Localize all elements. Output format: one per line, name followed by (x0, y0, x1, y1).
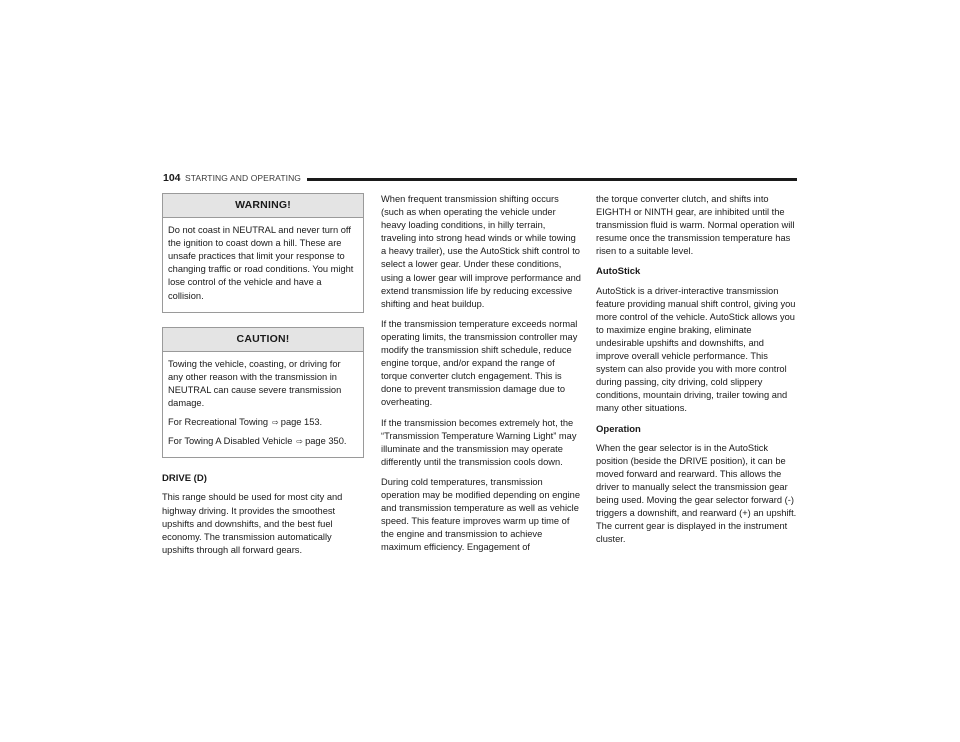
header-divider (307, 178, 797, 181)
drive-heading: DRIVE (D) (162, 473, 207, 485)
caution-box (162, 327, 364, 459)
page-ref-arrow-icon: ⇨ (296, 437, 304, 447)
drive-body: This range should be used for most city and highway driving. It provides the smoothest upshifts and downshifts, and the best fuel economy. The transmission automatically upshifts through all forward gears. (162, 492, 343, 555)
column-left (162, 193, 364, 564)
page-number: 104 (163, 172, 181, 184)
disabled-vehicle-towing-ref (168, 435, 358, 448)
page-ref-arrow-icon: ⇨ (272, 418, 279, 428)
disabled-vehicle-towing-page-link[interactable]: page 350. (305, 436, 347, 447)
page-header (163, 172, 797, 186)
autostick-body: AutoStick is a driver-interactive transmission feature providing manual shift control, giving you more control of the vehicle. AutoStick allows you to maximize engine braking, eliminate undesirable upshifts and downshifts, and improve overall vehicle performance. This system can also provide you with more control during passing, city driving, cold slippery conditions, mountain driving, trailer towing and many other situations. (596, 285, 796, 414)
caution-body (163, 352, 363, 458)
operation-heading: Operation (596, 423, 641, 435)
paragraph-cold-temperatures: During cold temperatures, transmission operation may be modified depending on engine and transmission temperature as well as vehicle speed. This feature improves warm up time of the engine and transmission to achieve maximum efficiency. Engagement of (381, 476, 580, 553)
paragraph-torque-converter: the torque converter clutch, and shifts into EIGHTH or NINTH gear, are inhibited until the transmission fluid is warm. Normal operation will resume once the transmission temperature has risen to a suitable level. (596, 194, 795, 257)
warning-text: Do not coast in NEUTRAL and never turn off the ignition to coast down a hill. These are unsafe practices that limit your response to changing traffic or road conditions. You might lose control of the vehicle and have a collision. (168, 225, 354, 301)
paragraph-temperature-limits: If the transmission temperature exceeds normal operating limits, the transmission controller may modify the transmission shift schedule, reduce engine torque, and/or expand the range of torque converter clutch engagement. This is done to prevent transmission damage due to overheating. (381, 318, 578, 408)
recreational-towing-page-link[interactable]: page 153. (280, 417, 323, 428)
operation-body: When the gear selector is in the AutoStick position (beside the DRIVE position), it can be moved forward and rearward. This allows the driver to manually select the transmission gear being used. Moving the gear selector forward (-) triggers a downshift, and rearward (+) an upshift. The current gear is displayed in the instrument cluster. (596, 442, 797, 545)
caution-title: CAUTION! (163, 328, 363, 352)
caution-text: Towing the vehicle, coasting, or driving for any other reason with the transmission in NEUTRAL can cause severe transmission damage. (168, 358, 342, 409)
warning-body (163, 218, 363, 312)
autostick-heading: AutoStick (596, 266, 641, 278)
paragraph-extremely-hot: If the transmission becomes extremely hot, the “Transmission Temperature Warning Light” may illuminate and the transmission may operate differently until the transmission cools down. (381, 417, 577, 467)
paragraph-frequent-shifting: When frequent transmission shifting occurs (such as when operating the vehicle under heavy loading conditions, in hilly terrain, traveling into strong head winds or while towing a heavy trailer), use the AutoStick shift control to select a lower gear. Under these conditions, using a lower gear will improve performance and extend transmission life by reducing excessive shifting and heat buildup. (381, 194, 581, 309)
section-title: STARTING AND OPERATING (185, 173, 302, 183)
recreational-towing-label: For Recreational Towing (168, 417, 269, 428)
disabled-vehicle-towing-label: For Towing A Disabled Vehicle (168, 436, 293, 447)
warning-title: WARNING! (163, 194, 363, 218)
recreational-towing-ref (168, 416, 358, 429)
warning-box (162, 193, 364, 313)
column-middle (381, 193, 583, 561)
column-right (596, 193, 798, 553)
